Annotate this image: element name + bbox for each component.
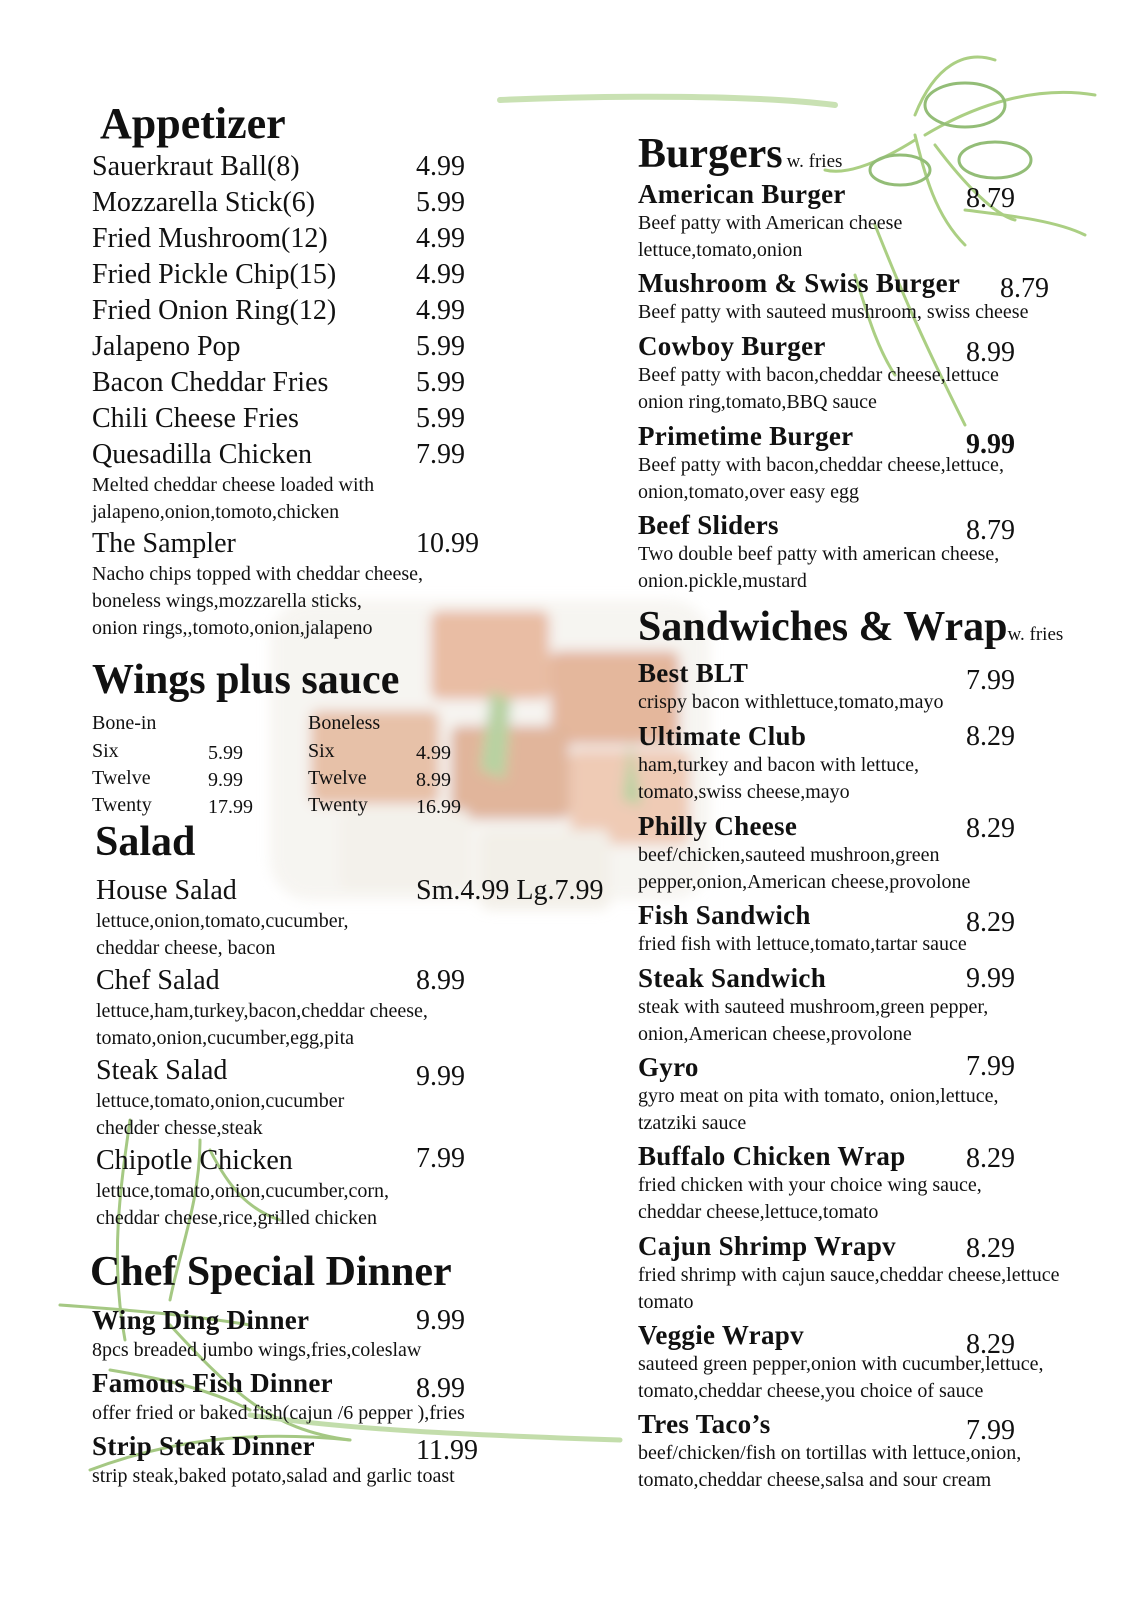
- menu-item-price: 9.99: [416, 1061, 465, 1092]
- menu-item-price: 9.99: [966, 429, 1015, 460]
- menu-item-description: lettuce,onion,tomato,cucumber,: [96, 910, 349, 932]
- menu-item-description: chedder chesse,steak: [96, 1117, 263, 1139]
- menu-item-price: 4.99: [416, 295, 465, 326]
- menu-item-description: lettuce,tomato,onion,cucumber: [96, 1090, 345, 1112]
- menu-item-name: Mushroom & Swiss Burger: [638, 268, 961, 298]
- menu-item-name: Cajun Shrimp Wrapv: [638, 1231, 896, 1261]
- section-title-sandwiches: [638, 603, 1063, 651]
- wings-quantity: Twelve: [308, 767, 367, 789]
- menu-item-description: tomato,swiss cheese,mayo: [638, 781, 850, 803]
- menu-item-description: Nacho chips topped with cheddar cheese,: [92, 563, 423, 585]
- wings-price: 9.99: [208, 769, 243, 791]
- menu-item-price: 8.29: [966, 721, 1015, 752]
- menu-item-name: Mozzarella Stick(6): [92, 187, 316, 218]
- menu-item-name: Chili Cheese Fries: [92, 403, 299, 434]
- section-title-chef-special: Chef Special Dinner: [90, 1249, 452, 1295]
- menu-item-description: gyro meat on pita with tomato, onion,lettuce,: [638, 1085, 999, 1107]
- menu-item-name: Quesadilla Chicken: [92, 439, 313, 470]
- menu-item-description: onion ring,tomato,BBQ sauce: [638, 391, 877, 413]
- burgers-title-text: Burgers: [638, 131, 783, 177]
- menu-item-name: Chef Salad: [96, 965, 220, 996]
- menu-item-description: onion,tomato,over easy egg: [638, 481, 860, 503]
- section-title-salad: Salad: [95, 819, 196, 865]
- menu-item-description: offer fried or baked fish(cajun /6 pepper ),fries: [92, 1402, 465, 1424]
- menu-item-price: 4.99: [416, 151, 465, 182]
- menu-item-name: American Burger: [638, 179, 846, 209]
- menu-item-description: onion,American cheese,provolone: [638, 1023, 912, 1045]
- menu-item-name: Veggie Wrapv: [638, 1320, 804, 1350]
- menu-item-name: Fried Pickle Chip(15): [92, 259, 337, 290]
- menu-item-price: 7.99: [416, 1143, 465, 1174]
- menu-item-name: Tres Taco’s: [638, 1409, 771, 1439]
- menu-item-price: 4.99: [416, 259, 465, 290]
- menu-item-description: onion.pickle,mustard: [638, 570, 807, 592]
- menu-item-price: 11.99: [416, 1435, 478, 1466]
- menu-item-description: Beef patty with bacon,cheddar cheese,lettuce,: [638, 454, 1004, 476]
- menu-item-name: Buffalo Chicken Wrap: [638, 1141, 906, 1171]
- menu-item-name: Ultimate Club: [638, 721, 807, 751]
- menu-item-description: tomato,onion,cucumber,egg,pita: [96, 1027, 355, 1049]
- menu-item-price: 8.29: [966, 907, 1015, 938]
- sandwiches-subtitle: w. fries: [1007, 624, 1064, 645]
- menu-item-description: tzatziki sauce: [638, 1112, 747, 1134]
- menu-item-price: 9.99: [416, 1305, 465, 1336]
- wings-bone-in-label: Bone-in: [92, 712, 157, 734]
- menu-item-price: 5.99: [416, 367, 465, 398]
- menu-item-price: 5.99: [416, 187, 465, 218]
- menu-item-description: Two double beef patty with american cheese,: [638, 543, 1000, 565]
- menu-item-description: fried chicken with your choice wing sauce,: [638, 1174, 982, 1196]
- menu-item-price: 7.99: [416, 439, 465, 470]
- menu-item-name: Gyro: [638, 1052, 699, 1082]
- menu-item-price: 8.79: [1000, 273, 1049, 304]
- menu-item-description: cheddar cheese, bacon: [96, 937, 276, 959]
- menu-item-name: Steak Salad: [96, 1055, 228, 1086]
- menu-item-description: fried fish with lettuce,tomato,tartar sauce: [638, 933, 967, 955]
- menu-item-description: Beef patty with sauteed mushroom, swiss cheese: [638, 301, 1029, 323]
- menu-item-description: crispy bacon withlettuce,tomato,mayo: [638, 691, 944, 713]
- menu-item-price: Sm.4.99 Lg.7.99: [416, 875, 604, 906]
- menu-item-price: 8.99: [416, 965, 465, 996]
- wings-price: 4.99: [416, 742, 451, 764]
- menu-item-name: Jalapeno Pop: [92, 331, 241, 362]
- menu-item-description: lettuce,tomato,onion,cucumber,corn,: [96, 1180, 389, 1202]
- menu-item-price: 10.99: [416, 528, 479, 559]
- burgers-subtitle: w. fries: [786, 151, 843, 172]
- wings-boneless-label: Boneless: [308, 712, 381, 734]
- menu-item-price: 5.99: [416, 331, 465, 362]
- menu-item-description: Beef patty with bacon,cheddar cheese,lettuce: [638, 364, 999, 386]
- menu-item-price: 8.79: [966, 183, 1015, 214]
- menu-item-name: Primetime Burger: [638, 421, 854, 451]
- menu-item-description: beef/chicken/fish on tortillas with lettuce,onion,: [638, 1442, 1022, 1464]
- wings-quantity: Twenty: [92, 794, 152, 816]
- menu-item-price: 8.29: [966, 813, 1015, 844]
- menu-item-name: Best BLT: [638, 658, 749, 688]
- menu-item-name: Fish Sandwich: [638, 900, 811, 930]
- menu-item-price: 8.29: [966, 1143, 1015, 1174]
- menu-item-name: Steak Sandwich: [638, 963, 827, 993]
- menu-item-price: 7.99: [966, 1051, 1015, 1082]
- menu-item-name: Sauerkraut Ball(8): [92, 151, 300, 182]
- menu-item-description: tomato,cheddar cheese,you choice of sauce: [638, 1380, 984, 1402]
- menu-item-price: 7.99: [966, 665, 1015, 696]
- menu-item-price: 8.99: [416, 1373, 465, 1404]
- menu-item-description: lettuce,ham,turkey,bacon,cheddar cheese,: [96, 1000, 428, 1022]
- menu-item-price: 8.99: [966, 337, 1015, 368]
- menu-item-description: steak with sauteed mushroom,green pepper,: [638, 996, 989, 1018]
- wings-price: 5.99: [208, 742, 243, 764]
- menu-item-price: 7.99: [966, 1415, 1015, 1446]
- menu-item-description: fried shrimp with cajun sauce,cheddar cheese,lettuce: [638, 1264, 1060, 1286]
- wings-quantity: Twenty: [308, 794, 368, 816]
- wings-price: 8.99: [416, 769, 451, 791]
- menu-item-description: tomato,cheddar cheese,salsa and sour cream: [638, 1469, 992, 1491]
- wings-quantity: Six: [308, 740, 335, 762]
- menu-item-price: 9.99: [966, 963, 1015, 994]
- menu-item-description: Beef patty with American cheese: [638, 212, 903, 234]
- menu-item-name: Bacon Cheddar Fries: [92, 367, 329, 398]
- menu-item-description: onion rings,,tomoto,onion,jalapeno: [92, 617, 373, 639]
- wings-quantity: Six: [92, 740, 119, 762]
- section-title-wings: Wings plus sauce: [92, 657, 400, 703]
- menu-item-name: Famous Fish Dinner: [92, 1368, 333, 1398]
- menu-item-name: Wing Ding Dinner: [92, 1305, 310, 1335]
- section-title-burgers: [638, 130, 842, 178]
- menu-item-description: jalapeno,onion,tomoto,chicken: [92, 501, 340, 523]
- menu-item-description: cheddar cheese,lettuce,tomato: [638, 1201, 879, 1223]
- wings-price: 16.99: [416, 796, 461, 818]
- wings-price: 17.99: [208, 796, 253, 818]
- menu-item-description: cheddar cheese,rice,grilled chicken: [96, 1207, 377, 1229]
- menu-item-description: boneless wings,mozzarella sticks,: [92, 590, 362, 612]
- menu-item-name: Chipotle Chicken: [96, 1145, 293, 1176]
- menu-item-name: Beef Sliders: [638, 510, 779, 540]
- menu-item-description: pepper,onion,American cheese,provolone: [638, 871, 971, 893]
- menu-item-name: Philly Cheese: [638, 811, 798, 841]
- menu-item-description: sauteed green pepper,onion with cucumber,lettuce,: [638, 1353, 1044, 1375]
- menu-item-description: Melted cheddar cheese loaded with: [92, 474, 375, 496]
- menu-item-price: 8.79: [966, 515, 1015, 546]
- menu-item-price: 8.29: [966, 1329, 1015, 1360]
- sandwiches-title-text: Sandwiches & Wrap: [638, 604, 1008, 650]
- menu-item-description: strip steak,baked potato,salad and garlic toast: [92, 1465, 455, 1487]
- menu-item-description: tomato: [638, 1291, 694, 1313]
- menu-item-description: beef/chicken,sauteed mushroon,green: [638, 844, 940, 866]
- menu-item-name: House Salad: [96, 875, 237, 906]
- menu-item-name: The Sampler: [92, 528, 236, 559]
- menu-item-name: Fried Onion Ring(12): [92, 295, 337, 326]
- section-title-appetizer: Appetizer: [100, 99, 286, 148]
- menu-item-description: lettuce,tomato,onion: [638, 239, 803, 261]
- menu-item-price: 5.99: [416, 403, 465, 434]
- menu-item-name: Cowboy Burger: [638, 331, 826, 361]
- menu-item-description: 8pcs breaded jumbo wings,fries,coleslaw: [92, 1339, 422, 1361]
- wings-quantity: Twelve: [92, 767, 151, 789]
- menu-item-name: Fried Mushroom(12): [92, 223, 328, 254]
- menu-item-description: ham,turkey and bacon with lettuce,: [638, 754, 920, 776]
- menu-item-price: 8.29: [966, 1233, 1015, 1264]
- menu-item-name: Strip Steak Dinner: [92, 1431, 315, 1461]
- menu-item-price: 4.99: [416, 223, 465, 254]
